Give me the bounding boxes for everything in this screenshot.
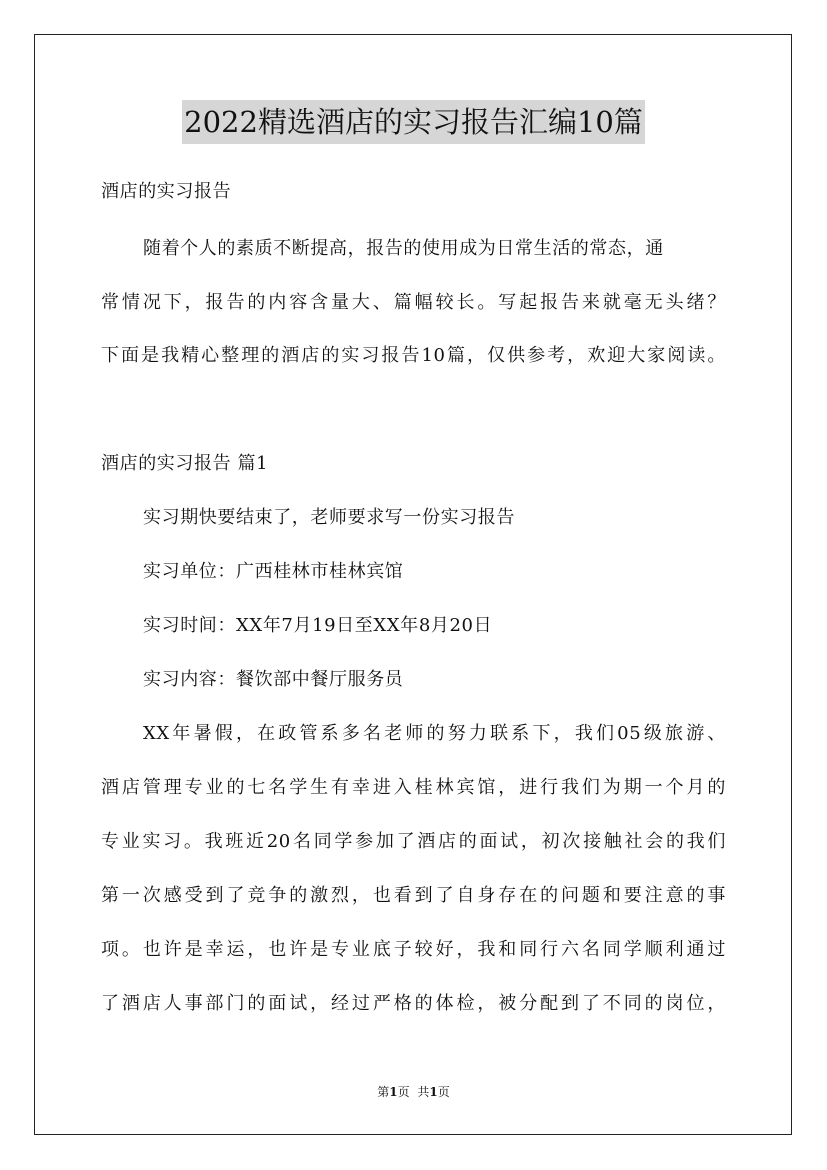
paragraph-line-2: 酒店管理专业的七名学生有幸进入桂林宾馆，进行我们为期一个月的 (101, 777, 726, 798)
footer-total-suffix: 页 (437, 1085, 450, 1099)
section1-item-1: 实习期快要结束了，老师要求写一份实习报告 (143, 507, 515, 528)
title-container (0, 100, 827, 144)
section1-heading: 酒店的实习报告 篇1 (101, 453, 269, 474)
footer-total-number: 1 (429, 1085, 438, 1099)
intro-heading: 酒店的实习报告 (101, 181, 232, 202)
paragraph-line-6: 了酒店人事部门的面试，经过严格的体检，被分配到了不同的岗位， (101, 993, 726, 1014)
intro-line-1: 随着个人的素质不断提高，报告的使用成为日常生活的常态，通 (143, 238, 664, 259)
section1-item-3: 实习时间：XX年7月19日至XX年8月20日 (143, 615, 493, 636)
paragraph-line-3: 专业实习。我班近20名同学参加了酒店的面试，初次接触社会的我们 (101, 831, 726, 852)
footer-page-number: 1 (389, 1085, 398, 1099)
footer-prefix: 第 (377, 1085, 390, 1099)
section1-item-2: 实习单位：广西桂林市桂林宾馆 (143, 561, 404, 582)
intro-line-3: 下面是我精心整理的酒店的实习报告10篇，仅供参考，欢迎大家阅读。 (101, 345, 726, 366)
intro-line-2: 常情况下，报告的内容含量大、篇幅较长。写起报告来就毫无头绪？ (101, 292, 726, 313)
paragraph-line-5: 项。也许是幸运，也许是专业底子较好，我和同行六名同学顺利通过 (101, 939, 726, 960)
paragraph-line-4: 第一次感受到了竞争的激烈，也看到了自身存在的问题和要注意的事 (101, 885, 726, 906)
footer-page-suffix: 页 (397, 1085, 410, 1099)
page-footer (0, 1084, 827, 1100)
footer-total-prefix: 共 (417, 1085, 430, 1099)
section1-item-4: 实习内容：餐饮部中餐厅服务员 (143, 669, 404, 690)
document-title: 2022精选酒店的实习报告汇编10篇 (182, 100, 645, 144)
paragraph-line-1: XX年暑假，在政管系多名老师的努力联系下，我们05级旅游、 (143, 723, 726, 744)
